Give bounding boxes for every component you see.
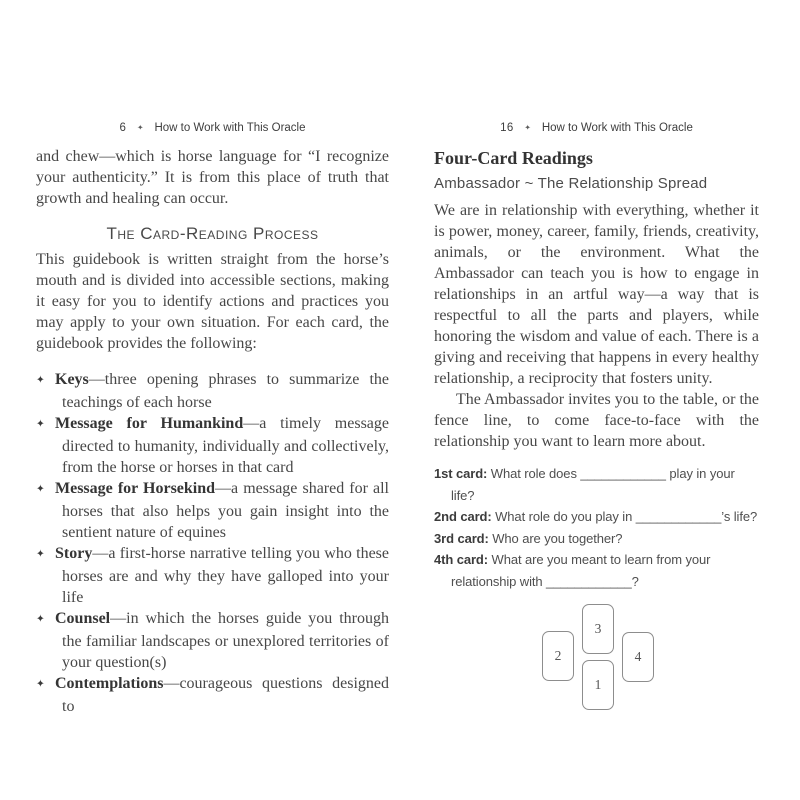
- running-head-right: [434, 122, 759, 134]
- card-question: 1st card: What role does ____________ play in your life?: [434, 466, 735, 503]
- spread-card-number: 2: [554, 648, 562, 663]
- spread-card-2: [542, 631, 574, 681]
- left-page: [36, 122, 389, 717]
- page-number-right: 16: [500, 122, 514, 134]
- card-question: 2nd card: What role do you play in ____________’s life?: [434, 509, 758, 524]
- list-term: Contemplations: [55, 675, 164, 692]
- list-term: Message for Horsekind: [55, 480, 216, 497]
- list-item: ✦ Counsel—in which the horses guide you through the familiar landscapes or unexplored territories of your question(s): [36, 610, 389, 671]
- diamond-separator-icon: ✦: [524, 122, 531, 132]
- card-question: 3rd card: Who are you together?: [434, 530, 623, 546]
- running-head-left: [36, 122, 389, 134]
- list-item: ✦ Message for Horsekind—a message shared for all horses that also helps you gain insight into the sentient nature of equines: [36, 480, 389, 541]
- list-item: ✦ Message for Humankind—a timely message directed to humanity, individually and collectively, from the horse or horses in that card: [36, 415, 390, 476]
- ambassador-paragraph: The Ambassador invites you to the table, or the fence line, to come face-to-face with the relationship you want to learn more about.: [434, 391, 759, 450]
- spread-card-number: 3: [594, 621, 602, 636]
- spread-card-4: [622, 632, 654, 682]
- page-number-left: 6: [119, 122, 127, 134]
- right-page: [434, 122, 759, 716]
- card-question-list: [434, 463, 759, 592]
- list-term: Keys: [55, 371, 89, 388]
- list-item: ✦ Story—a first-horse narrative telling you who these horses are and why they have galloped into your life: [36, 545, 389, 606]
- relationship-paragraph: We are in relationship with everything, whether it is power, money, career, family, friends, creativity, animals, or the environment. What the Ambassador can teach you is how to engage in relationships in an artful way—a way that is respectful to all the parts and players, while honoring the wisdom and value of each. There is a giving and receiving that happens in every healthy relationship, a reciprocity that fosters unity.: [434, 202, 759, 387]
- process-paragraph: This guidebook is written straight from the horse’s mouth and is divided into accessible sections, making it easy for you to identify actions and practices you may apply to your own situation. For each card, the guidebook provides the following:: [36, 251, 389, 352]
- bullet-star-icon: ✦: [36, 374, 45, 386]
- list-term: Message for Humankind: [55, 415, 244, 432]
- spread-card-1: [582, 660, 614, 710]
- spread-title: Ambassador ~ The Relationship Spread: [434, 175, 708, 192]
- card-question: 4th card: What are you meant to learn from your relationship with ____________?: [434, 552, 711, 589]
- card-question-label: 2nd card:: [434, 509, 492, 524]
- four-card-readings-heading: Four-Card Readings: [434, 148, 593, 168]
- list-term: Counsel: [55, 610, 111, 627]
- diamond-separator-icon: ✦: [137, 122, 144, 132]
- bullet-star-icon: ✦: [36, 678, 45, 690]
- bullet-star-icon: ✦: [36, 548, 45, 560]
- intro-paragraph: and chew—which is horse language for “I recognize your authenticity.” It is from this place of truth that growth and healing can occur.: [36, 148, 389, 207]
- bullet-star-icon: ✦: [36, 418, 45, 430]
- card-question-label: 1st card:: [434, 466, 488, 481]
- spread-card-number: 1: [594, 677, 602, 692]
- running-head-title: How to Work with This Oracle: [541, 122, 693, 134]
- bullet-star-icon: ✦: [36, 483, 45, 495]
- spread-card-3: [582, 604, 614, 654]
- card-question-label: 4th card:: [434, 552, 489, 567]
- list-term: Story: [55, 545, 93, 562]
- bullet-star-icon: ✦: [36, 613, 45, 625]
- list-item: ✦ Keys—three opening phrases to summarize the teachings of each horse: [36, 371, 389, 411]
- spread-diagram: [434, 604, 759, 716]
- section-heading: The Card-Reading Process: [106, 224, 319, 243]
- list-item: ✦ Contemplations—courageous questions designed to: [36, 675, 389, 715]
- card-question-label: 3rd card:: [434, 530, 489, 546]
- running-head-title: How to Work with This Oracle: [154, 122, 306, 134]
- spread-card-number: 4: [634, 649, 642, 664]
- card-elements-list: [36, 369, 389, 717]
